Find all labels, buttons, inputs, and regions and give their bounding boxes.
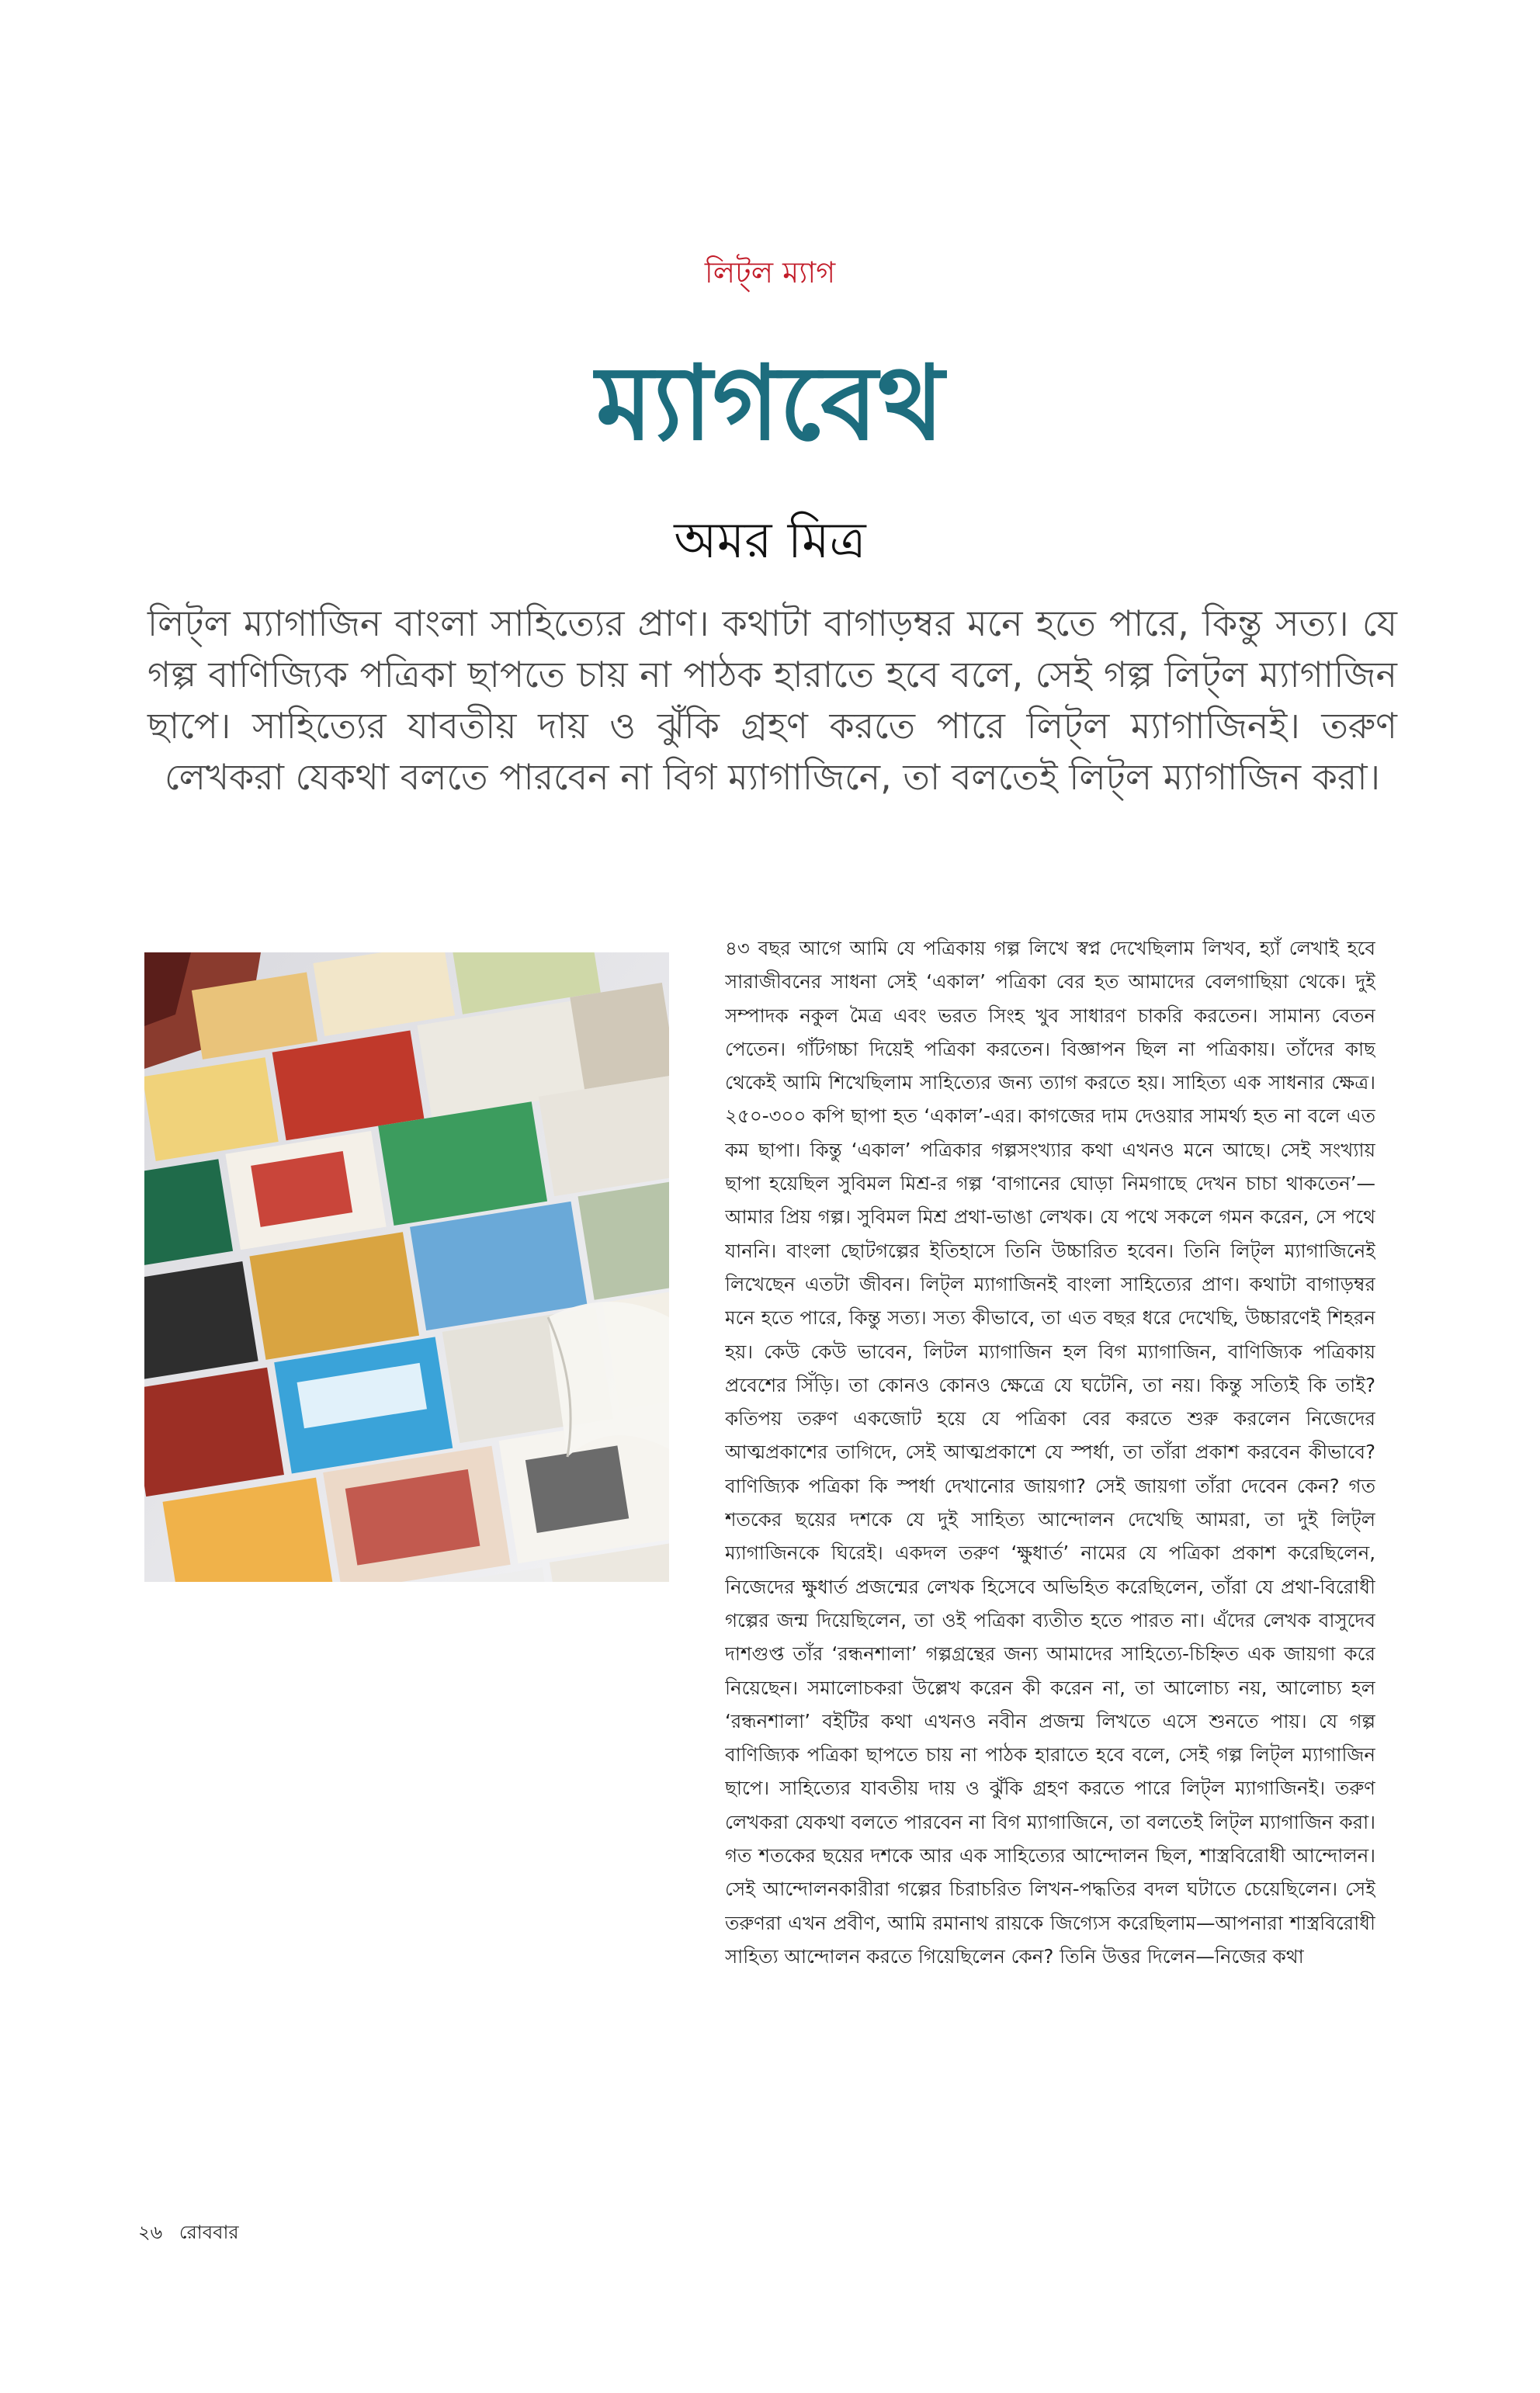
magazine-stall-photo — [144, 952, 669, 1582]
page-footer — [138, 2218, 250, 2249]
page-number: ২৬ — [138, 2221, 163, 2243]
author-byline: অমর মিত্র — [674, 512, 866, 570]
magazine-name: রোববার — [179, 2221, 239, 2243]
article-headline: ম্যাগবেথ — [595, 344, 945, 463]
body-paragraph: ৪৩ বছর আগে আমি যে পত্রিকায় গল্প লিখে স্বপ্ন দেখেছিলাম লিখব, হ্যাঁ লেখাই হবে সারাজীবনের সাধনা সেই ‘একাল’ পত্রিকা বের হত আমাদের বেলগাছিয়া থেকে। দুই সম্পাদক নকুল মৈত্র এবং ভরত সিংহ খুব সাধারণ চাকরি করতেন। সামান্য বেতন পেতেন। গাঁটগচ্চা দিয়েই পত্রিকা করতেন। বিজ্ঞাপন ছিল না পত্রিকায়। তাঁদের কাছ থেকেই আমি শিখেছিলাম সাহিত্যের জন্য ত্যাগ করতে হয়। সাহিত্য এক সাধনার ক্ষেত্র। ২৫০-৩০০ কপি ছাপা হত ‘একাল’-এর। কাগজের দাম দেওয়ার সামর্থ্য হত না বলে এত কম ছাপা। কিন্তু ‘একাল’ পত্রিকার গল্পসংখ্যার কথা এখনও মনে আছে। সেই সংখ্যায় ছাপা হয়েছিল সুবিমল মিশ্র-র গল্প ‘বাগানের ঘোড়া নিমগাছে দেখন চাচা থাকতেন’—আমার প্রিয় গল্প। সুবিমল মিশ্র প্রথা-ভাঙা লেখক। যে পথে সকলে গমন করেন, সে পথে যাননি। বাংলা ছোটগল্পের ইতিহাসে তিনি উচ্চারিত হবেন। তিনি লিট্‌ল ম্যাগাজিনেই লিখেছেন এতটা জীবন। লিট্‌ল ম্যাগাজিনই বাংলা সাহিত্যের প্রাণ। কথাটা বাগাড়ম্বর মনে হতে পারে, কিন্তু সত্য। সত্য কীভাবে, তা এত বছর ধরে দেখেছি, উচ্চারণেই শিহরন হয়। কেউ কেউ ভাবেন, লিটল ম্যাগাজিন হল বিগ ম্যাগাজিন, বাণিজ্যিক পত্রিকায় প্রবেশের সিঁড়ি। তা কোনও কোনও ক্ষেত্রে যে ঘটেনি, তা নয়। কিন্তু সত্যিই কি তাই? কতিপয় তরুণ একজোট হয়ে যে পত্রিকা বের করতে শুরু করলেন নিজেদের আত্মপ্রকাশের তাগিদে, সেই আত্মপ্রকাশে যে স্পর্ধা, তা তাঁরা প্রকাশ করবেন কীভাবে? বাণিজ্যিক পত্রিকা কি স্পর্ধা দেখানোর জায়গা? সেই জায়গা তাঁরা দেবেন কেন? গত শতকের ছয়ের দশকে যে দুই সাহিত্য আন্দোলন দেখেছি আমরা, তা দুই লিট্‌ল ম্যাগাজিনকে ঘিরেই। একদল তরুণ ‘ক্ষুধার্ত’ নামের যে পত্রিকা প্রকাশ করেছিলেন, নিজেদের ক্ষুধার্ত প্রজন্মের লেখক হিসেবে অভিহিত করেছিলেন, তাঁরা যে প্রথা-বিরোধী গল্পের জন্ম দিয়েছিলেন, তা ওই পত্রিকা ব্যতীত হতে পারত না। এঁদের লেখক বাসুদেব দাশগুপ্ত তাঁর ‘রন্ধনশালা’ গল্পগ্রন্থের জন্য আমাদের সাহিত্যে-চিহ্নিত এক জায়গা করে নিয়েছেন। সমালোচকরা উল্লেখ করেন কী করেন না, তা আলোচ্য নয়, আলোচ্য হল ‘রন্ধনশালা’ বইটির কথা এখনও নবীন প্রজন্ম লিখতে এসে শুনতে পায়। যে গল্প বাণিজ্যিক পত্রিকা ছাপতে চায় না পাঠক হারাতে হবে বলে, সেই গল্প লিট্‌ল ম্যাগাজিন ছাপে। সাহিত্যের যাবতীয় দায় ও ঝুঁকি গ্রহণ করতে পারে লিট্‌ল ম্যাগাজিনই। তরুণ লেখকরা যেকথা বলতে পারবেন না বিগ ম্যাগাজিনে, তা বলতেই লিট্‌ল ম্যাগাজিন করা। গত শতকের ছয়ের দশকে আর এক সাহিত্যের আন্দোলন ছিল, শাস্ত্রবিরোধী আন্দোলন। সেই আন্দোলনকারীরা গল্পের চিরাচরিত লিখন-পদ্ধতির বদল ঘটাতে চেয়েছিলেন। সেই তরুণরা এখন প্রবীণ, আমি রমানাথ রায়কে জিগ্যেস করেছিলাম—আপনারা শাস্ত্রবিরোধী সাহিত্য আন্দোলন করতে গিয়েছিলেন কেন? তিনি উত্তর দিলেন—নিজের কথা — [725, 937, 1375, 1968]
article-body — [725, 931, 1375, 2204]
section-tag: লিট্‌ল ম্যাগ — [704, 255, 836, 290]
article-standfirst: লিট্‌ল ম্যাগাজিন বাংলা সাহিত্যের প্রাণ। কথাটা বাগাড়ম্বর মনে হতে পারে, কিন্তু সত্য। যে গল্প বাণিজ্যিক পত্রিকা ছাপতে চায় না পাঠক হারাতে হবে বলে, সেই গল্প লিট্‌ল ম্যাগাজিন ছাপে। সাহিত্যের যাবতীয় দায় ও ঝুঁকি গ্রহণ করতে পারে লিট্‌ল ম্যাগাজিনই। তরুণ লেখকরা যেকথা বলতে পারবেন না বিগ ম্যাগাজিনে, তা বলতেই লিট্‌ল ম্যাগাজিন করা। — [147, 602, 1397, 798]
